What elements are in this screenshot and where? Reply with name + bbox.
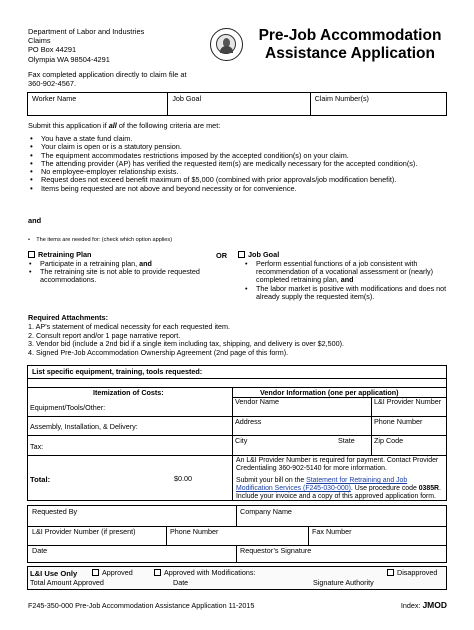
attachments-title: Required Attachments: xyxy=(28,313,109,322)
procedure-code: 0385R xyxy=(418,485,440,493)
criteria-intro-text: Submit this application if xyxy=(28,121,109,130)
disapproved-label: Disapproved xyxy=(397,568,438,577)
index-label: Index: xyxy=(400,601,421,610)
agency-address xyxy=(28,27,144,64)
vendor-state-field[interactable]: State xyxy=(338,436,355,445)
company-name-field[interactable]: Company Name xyxy=(240,507,292,516)
requested-by-field[interactable]: Requested By xyxy=(32,507,78,516)
tax-label: Tax: xyxy=(30,442,44,451)
vendor-phone-field[interactable]: Phone Number xyxy=(374,417,423,426)
approved-checkbox[interactable] xyxy=(92,569,99,576)
form-title-line2: Assistance Application xyxy=(265,45,435,62)
attachments-list xyxy=(28,323,448,357)
worker-name-field[interactable] xyxy=(28,93,168,115)
criteria-intro xyxy=(28,122,448,131)
agency-line: Department of Labor and Industries xyxy=(28,27,145,36)
fax-line: Fax completed application directly to claim file at xyxy=(28,70,187,79)
form-title-line1: Pre-Job Accommodation xyxy=(258,27,442,44)
index-code xyxy=(401,600,447,611)
agency-line: PO Box 44291 xyxy=(28,45,77,55)
provider-number-note: An L&I Provider Number is required for payment. Contact Provider Credentialing 360-902-5140 for more information. xyxy=(236,457,439,473)
state-seal-icon xyxy=(210,28,243,61)
seal-portrait xyxy=(216,34,236,54)
job-goal-field[interactable] xyxy=(168,93,310,115)
total-label: Total: xyxy=(30,475,51,484)
li-use-heading: L&I Use Only xyxy=(30,569,78,578)
criteria-list xyxy=(28,135,448,193)
requestor-section xyxy=(27,505,447,563)
assembly-label: Assembly, Installation, & Delivery: xyxy=(30,422,138,431)
requestor-signature-field[interactable]: Requestor’s Signature xyxy=(240,546,312,555)
job-goal-item: • The labor market is positive with modifications and does not already supply the requested item(s). xyxy=(244,285,450,302)
fax-instructions xyxy=(28,70,187,88)
criteria-item: • The equipment accommodates restrictions imposed by the accepted condition(s) on your claim. xyxy=(28,152,448,160)
criteria-intro-text-end: of the following criteria are met: xyxy=(116,121,221,130)
and-label: and xyxy=(28,216,42,225)
attachment-item: 3. Vendor bid (include a 2nd bid if a single item including tax, shipping, and delivery is over $2,500). xyxy=(28,339,345,348)
agency-line: Olympia WA 98504-4291 xyxy=(28,54,110,64)
equipment-list-heading: List specific equipment, training, tools requested: xyxy=(32,367,203,376)
retraining-item: • Participate in a retraining plan, and xyxy=(28,260,218,268)
approved-label: Approved xyxy=(102,568,133,577)
li-use-only-section xyxy=(27,566,447,590)
criteria-item: • Request does not exceed benefit maximum of $5,000 (combined with prior approvals/job modification benefit). xyxy=(28,176,448,184)
retraining-heading: Retraining Plan xyxy=(38,250,92,259)
fax-line: 360-902-4567. xyxy=(28,79,77,89)
requestor-phone-field[interactable]: Phone Number xyxy=(170,527,219,536)
needed-note-text: The items are needed for: (check which option applies) xyxy=(36,237,173,243)
statement-form-link[interactable]: Statement for Retraining and Job Modification Services (F245-030-000) xyxy=(236,477,408,493)
retraining-list xyxy=(28,260,218,285)
signature-authority-field[interactable]: Signature Authority xyxy=(313,578,374,587)
provider-number-present-field[interactable]: L&I Provider Number (if present) xyxy=(32,527,136,536)
retraining-option xyxy=(28,251,218,285)
disapproved-checkbox[interactable] xyxy=(387,569,394,576)
approved-with-mods-checkbox[interactable] xyxy=(154,569,161,576)
worker-name-label: Worker Name xyxy=(32,94,77,103)
needed-note: • The items are needed for: (check which option applies) xyxy=(28,237,173,243)
claim-numbers-field[interactable] xyxy=(311,93,446,115)
equipment-section xyxy=(27,365,447,501)
equipment-tools-label: Equipment/Tools/Other: xyxy=(30,403,106,412)
criteria-item: • Items being requested are not above and beyond necessity or for convenience. xyxy=(28,185,448,193)
job-goal-option xyxy=(238,251,450,301)
requestor-fax-field[interactable]: Fax Number xyxy=(312,527,352,536)
job-goal-checkbox[interactable] xyxy=(238,251,245,258)
vendor-heading: Vendor Information (one per application) xyxy=(260,388,399,397)
attachment-item: 2. Consult report and/or 1 page narrative report. xyxy=(28,330,181,340)
costs-heading: Itemization of Costs: xyxy=(93,388,164,397)
index-value: JMOD xyxy=(422,600,447,610)
total-approved-field[interactable]: Total Amount Approved xyxy=(30,578,104,587)
job-goal-heading: Job Goal xyxy=(248,250,280,259)
retraining-item: • The retraining site is not able to provide requested accommodations. xyxy=(28,268,218,285)
attachment-item: 4. Signed Pre-Job Accommodation Ownership Agreement (2nd page of this form). xyxy=(28,347,289,357)
approved-with-mods-label: Approved with Modifications: xyxy=(164,568,256,577)
vendor-zip-field[interactable]: Zip Code xyxy=(374,436,404,445)
criteria-item: • The attending provider (AP) has verified the requested item(s) are medically necessary for the accepted condition(s). xyxy=(28,160,448,168)
vendor-city-field[interactable]: City xyxy=(235,436,248,445)
job-goal-list xyxy=(238,260,450,301)
vendor-address-field[interactable]: Address xyxy=(235,417,262,426)
job-goal-label: Job Goal xyxy=(172,94,202,103)
criteria-item: • No employee-employer relationship exists. xyxy=(28,168,448,176)
claim-numbers-label: Claim Number(s) xyxy=(314,94,369,103)
form-title xyxy=(250,27,450,63)
worker-info-table xyxy=(27,92,447,116)
li-date-field[interactable]: Date xyxy=(173,578,189,587)
requestor-date-field[interactable]: Date xyxy=(32,546,48,555)
criteria-item: • Your claim is open or is a statutory pension. xyxy=(28,143,448,151)
criteria-item: • You have a state fund claim. xyxy=(28,135,448,143)
agency-line: Claims xyxy=(28,36,51,46)
criteria-intro-emphasis: all xyxy=(108,121,117,130)
attachment-item: 1. AP’s statement of medical necessity for each requested item. xyxy=(28,322,231,331)
retraining-checkbox[interactable] xyxy=(28,251,35,258)
vendor-provider-number-field[interactable]: L&I Provider Number xyxy=(374,397,442,406)
job-goal-item: • Perform essential functions of a job consistent with recommendation of a vocational assessment or (nearly) completed retraining plan, and xyxy=(244,260,450,285)
billing-instructions: Submit your bill on the Statement for Retraining and Job Modification Services (F245-030-000). Use procedure code 0385R. Include your invoice and a copy of this approved application form. xyxy=(236,477,441,501)
total-value[interactable]: $0.00 xyxy=(174,474,192,483)
or-label: OR xyxy=(216,251,228,260)
vendor-name-field[interactable]: Vendor Name xyxy=(235,397,279,406)
form-id-footer: F245-350-000 Pre-Job Accommodation Assistance Application 11-2015 xyxy=(28,601,255,610)
